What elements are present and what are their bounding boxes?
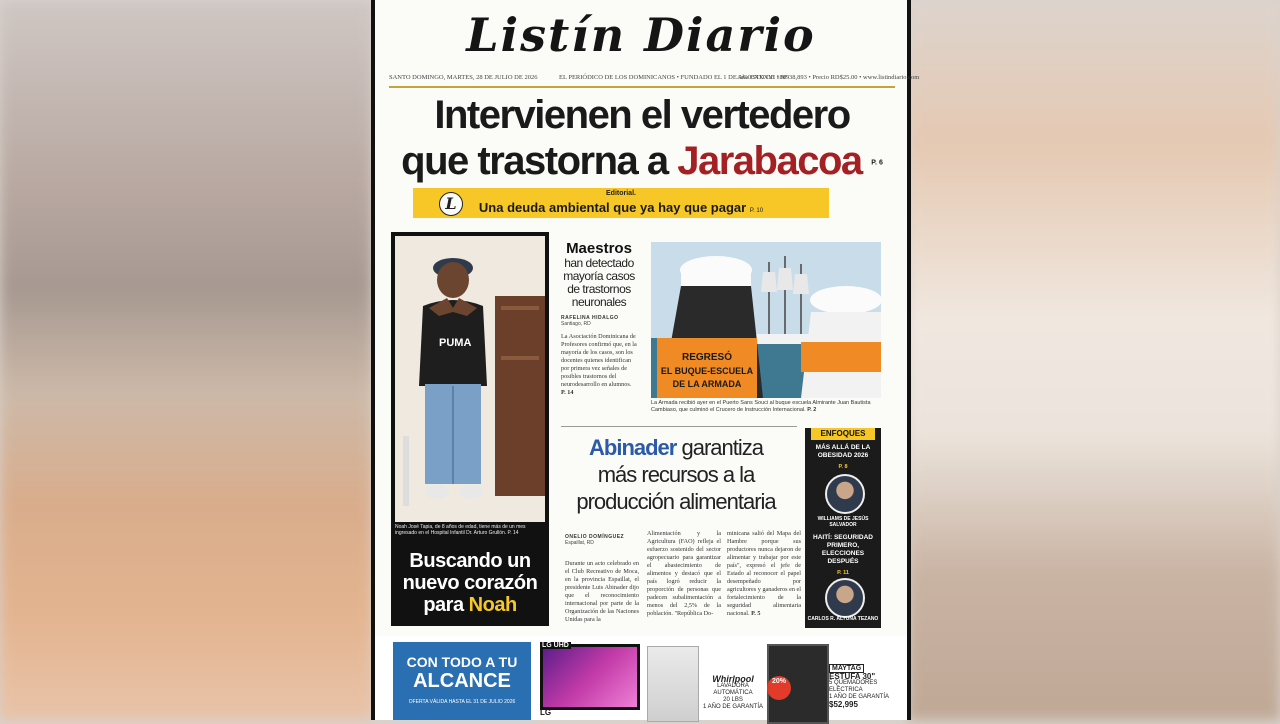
washer-image: [647, 646, 699, 722]
maytag-line2: 5 QUEMADORES: [829, 680, 878, 686]
promo-ad: [393, 642, 531, 720]
listin-logo-icon: L: [439, 192, 463, 216]
enfoques-item1-page: P. 8: [838, 464, 848, 470]
armada-overlay-line2: EL BUQUE-ESCUELA: [660, 366, 754, 376]
armada-overlay-line1: REGRESÓ: [681, 352, 733, 363]
abinader-col3: [727, 530, 801, 618]
stove-ad-text: [829, 664, 901, 708]
enfoques-item1-title: MÁS ALLÁ DE LA OBESIDAD 2026: [815, 444, 871, 459]
maestros-page: P. 14: [561, 389, 574, 396]
discount-badge: 20%: [767, 676, 791, 700]
maytag-line1: ESTUFA 30": [829, 672, 876, 681]
columnist-photo-1: [825, 474, 865, 514]
maestros-body: [561, 333, 637, 397]
maestros-author: RAFELINA HIDALGO: [561, 315, 619, 321]
main-headline-highlight: Jarabacoa: [677, 139, 862, 183]
noah-headline-line3-text: para: [423, 594, 469, 616]
enfoques-item2-page: P. 11: [837, 570, 849, 576]
abinader-col2: Alimentación y la Agricultura (FAO) refleja el esfuerzo sostenido del sector agropecuario para garantizar el abastecimiento de alimentos y destacó que el país logró reducir la proporción de personas que padecen subalimentación a menos del 2,5% de la población. "República Do-: [647, 530, 721, 617]
enfoques-item1-author: WILLIAMS DE JESÚS SALVADOR: [817, 516, 869, 528]
blurred-background-right: [908, 0, 1280, 720]
washer-line4: 1 AÑO DE GARANTÍA: [703, 704, 764, 710]
maestros-byline: [561, 315, 637, 327]
ads-strip: [375, 636, 907, 720]
columnist-photo-2: [825, 578, 865, 618]
main-headline-line2-text: que trastorna a: [401, 139, 678, 183]
section-divider: [561, 426, 797, 427]
maestros-story: [561, 240, 637, 397]
washer-brand: Whirlpool: [712, 674, 754, 684]
armada-overlay-line3: DE LA ARMADA: [672, 379, 742, 389]
noah-headline: [391, 550, 549, 616]
abinader-col1: Durante un acto celebrado en el Club Recreativo de Moca, en la provincia Espaillat, el presidente Luis Abinader dijo que el reconocimiento internacional por parte de la Organización de las Naciones Unidas para la: [565, 560, 639, 623]
main-headline-line1: Intervienen el vertedero: [434, 93, 850, 137]
gold-rule: [389, 86, 895, 88]
washer-line1: LAVADORA: [717, 683, 749, 689]
abinader-location: Espaillat, RD: [565, 540, 594, 546]
editorial-title-text: Una deuda ambiental que ya hay que pagar: [478, 200, 747, 215]
dateline: [389, 74, 920, 84]
enfoques-item2-title: HAITÍ: SEGURIDAD PRIMERO, ELECCIONES DESPUÉS: [813, 534, 873, 565]
noah-caption: Noah José Tapia, de 8 años de edad, tiene más de un mes ingresado en el Hospital Infantil Dr. Arturo Grullón. P. 14: [395, 524, 526, 536]
abinader-headline: [561, 434, 791, 515]
dateline-edition: Año CXXXVI • Nº 38,893 • Precio RD$25.00 • www.listindiario.com: [737, 74, 920, 81]
washer-line3: 20 LBS: [723, 697, 743, 703]
masthead: Listín Diario: [466, 8, 816, 62]
abinader-name: Abinader: [589, 435, 677, 460]
newspaper-front-page: [375, 0, 920, 720]
noah-story: [391, 232, 549, 626]
dateline-founded: EL PERIÓDICO DE LOS DOMINICANOS • FUNDADO EL 1 DE AGOSTO DE 1889: [559, 74, 790, 81]
abinader-headline-line3: producción alimentaria: [576, 489, 776, 514]
tv-label: LG UHD: [542, 642, 569, 649]
promo-line1: CON TODO A TU: [406, 654, 518, 670]
washer-line2: AUTOMÁTICA: [713, 690, 753, 696]
shirt-text: PUMA: [439, 337, 472, 349]
editorial-kicker: Editorial.: [606, 190, 636, 197]
maytag-price: $52,995: [829, 700, 858, 709]
main-headline-page: P. 6: [871, 159, 883, 167]
maytag-line4: 1 AÑO DE GARANTÍA: [829, 694, 890, 700]
main-headline: [389, 92, 895, 186]
noah-photo: [395, 236, 545, 522]
noah-headline-line3: [391, 594, 549, 616]
maytag-line3: ELÉCTRICA: [829, 687, 863, 693]
maestros-location: Santiago, RD: [561, 321, 591, 327]
tv-image: [540, 644, 640, 710]
abinader-col3-text: minicana salió del Mapa del Hambre porque sus productores nunca dejaron de alimentar y trabajar por este país", expresó el jefe de Estado al reconocer el papel desempeñado por agricultores y ganaderos en el fortalecimiento de la seguridad alimentaria nacional.: [727, 530, 801, 617]
maestros-body-text: La Asociación Dominicana de Profesores confirmó que, en la mayoría de los casos, son los docentes quienes identifican por primera vez señales de posibles trastornos del neurodesarrollo en alumnos.: [561, 333, 637, 388]
abinader-page: P. 5: [751, 610, 761, 617]
editorial-title: [413, 200, 829, 215]
maestros-title: Maestros: [566, 240, 632, 257]
tv-brand: LG: [540, 708, 552, 717]
abinader-byline: [565, 534, 635, 546]
armada-photo: [651, 242, 881, 398]
maestros-subtitle: han detectado mayoría casos de trastornos neuronales: [563, 256, 635, 309]
armada-caption-text: La Armada recibió ayer en el Puerto Sans Souci al buque escuela Almirante Juan Bautista Cambiaso, que culminó el Crucero de Instrucción Internacional.: [651, 400, 871, 413]
enfoques-tag: ENFOQUES: [811, 428, 875, 440]
stove-image: [767, 644, 829, 724]
armada-caption: [651, 400, 881, 414]
promo-line2: ALCANCE: [413, 670, 511, 692]
blurred-background-left: [0, 0, 372, 720]
washer-ad-text: [703, 676, 763, 711]
editorial-banner: [413, 188, 829, 218]
enfoques-sidebar: [805, 428, 881, 628]
armada-page: P. 2: [807, 407, 817, 413]
abinader-headline-line1-text: garantiza: [676, 435, 763, 460]
armada-illustration: [651, 242, 881, 398]
main-headline-line2: [389, 138, 895, 186]
boy-illustration: [395, 236, 545, 522]
noah-headline-name: Noah: [468, 594, 517, 616]
noah-headline-line2: nuevo corazón: [402, 572, 538, 594]
enfoques-item2-author: CARLOS R. ALTUNA TEZANO: [807, 616, 879, 622]
maytag-brand: MAYTAG: [829, 664, 864, 673]
abinader-headline-line1: [561, 434, 791, 461]
noah-headline-line1: Buscando un: [409, 550, 531, 572]
dateline-date: SANTO DOMINGO, MARTES, 28 DE JULIO DE 2026: [389, 74, 538, 81]
promo-note: OFERTA VÁLIDA HASTA EL 31 DE JULIO 2026: [408, 699, 516, 705]
editorial-page: P. 10: [749, 208, 764, 214]
abinader-headline-line2: más recursos a la: [597, 462, 755, 487]
abinader-author: ONELIO DOMÍNGUEZ: [565, 534, 625, 540]
